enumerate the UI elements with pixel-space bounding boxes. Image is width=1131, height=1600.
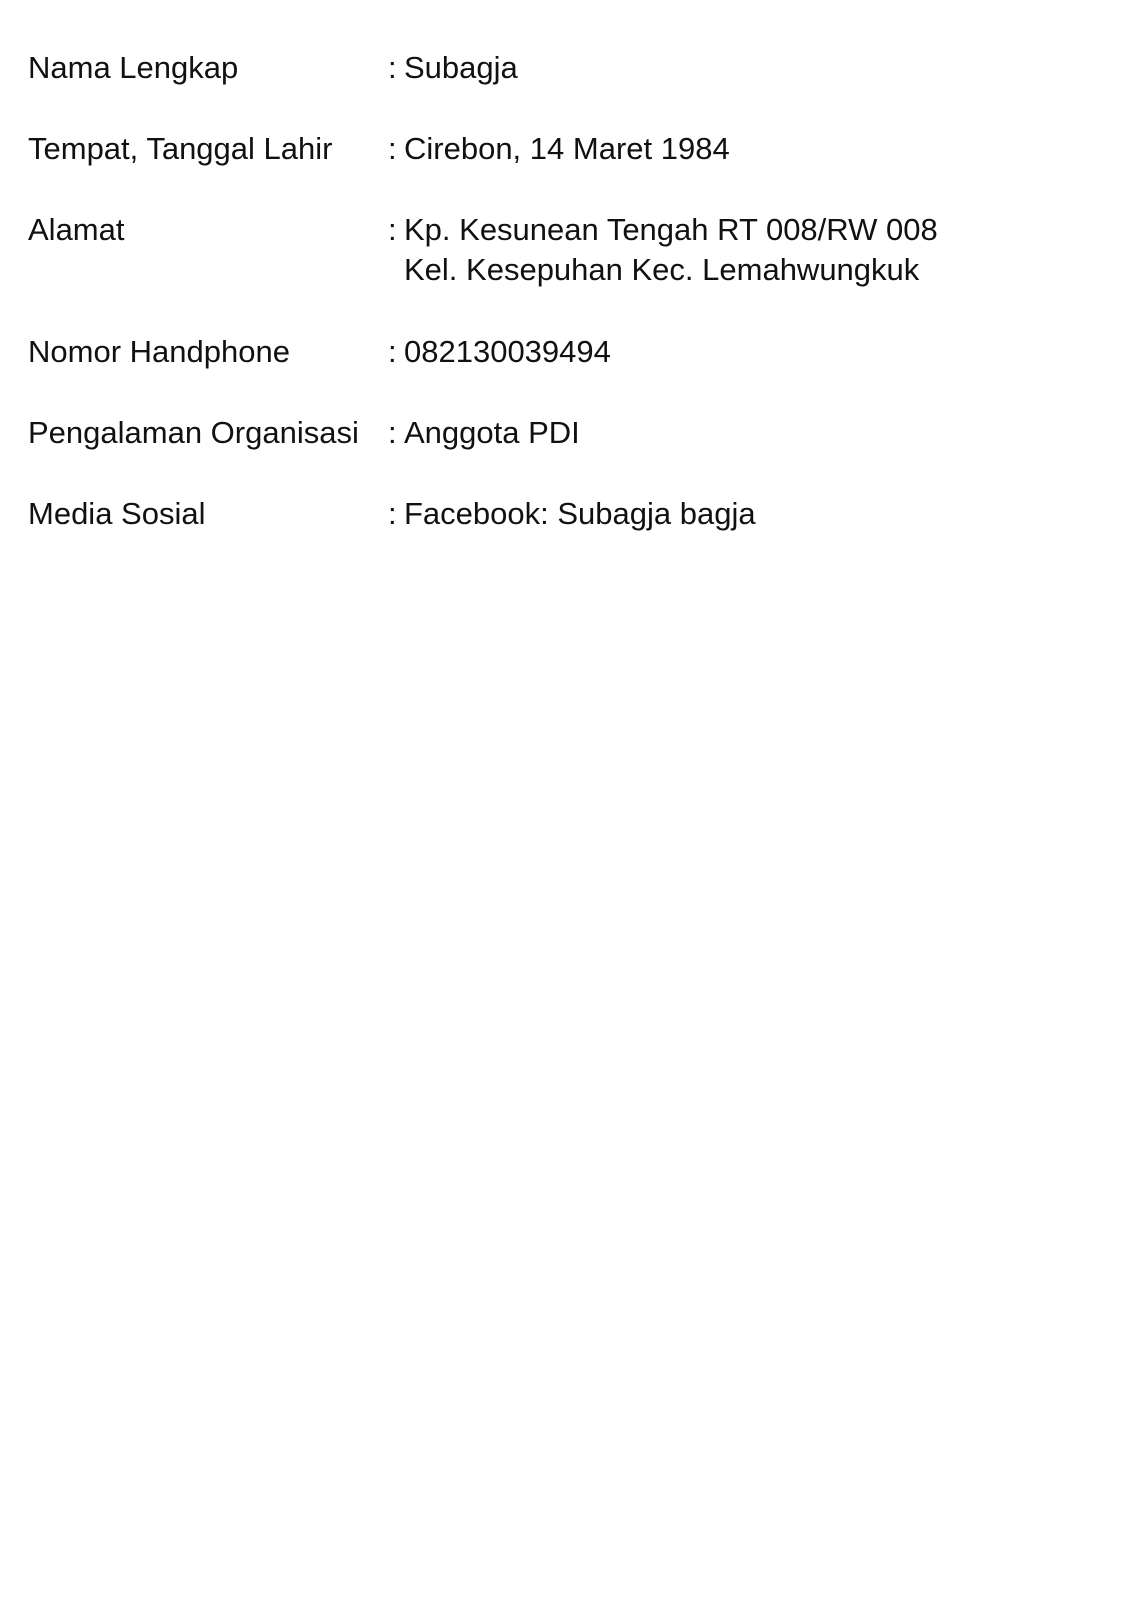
field-value [388, 210, 938, 290]
field-value-line [388, 250, 938, 290]
field-value-text: Facebook: Subagja bagja [404, 496, 756, 531]
field-colon: : [388, 131, 397, 166]
field-label: Media Sosial [28, 496, 206, 531]
field-colon: : [388, 415, 397, 450]
field-label: Tempat, Tanggal Lahir [28, 131, 333, 166]
field-colon: : [388, 212, 397, 247]
field-value [388, 129, 730, 169]
field-colon: : [388, 496, 397, 531]
field-value-text: Cirebon, 14 Maret 1984 [404, 131, 730, 166]
field-value-text: Subagja [404, 50, 518, 85]
field-value-line [388, 210, 938, 250]
field-label: Nama Lengkap [28, 50, 239, 85]
field-value [388, 48, 518, 88]
field-value-line [388, 332, 611, 372]
field-value-line [388, 494, 756, 534]
field-label: Alamat [28, 212, 125, 247]
field-value-text: Kel. Kesepuhan Kec. Lemahwungkuk [404, 252, 920, 287]
field-value-text: Kp. Kesunean Tengah RT 008/RW 008 [404, 212, 938, 247]
field-value-text: 082130039494 [404, 334, 611, 369]
field-colon: : [388, 334, 397, 369]
field-label: Pengalaman Organisasi [28, 415, 359, 450]
field-value [388, 413, 580, 453]
field-value [388, 494, 756, 534]
field-colon: : [388, 50, 397, 85]
field-value-text: Anggota PDI [404, 415, 580, 450]
field-label: Nomor Handphone [28, 334, 290, 369]
field-value [388, 332, 611, 372]
field-value-line [388, 413, 580, 453]
field-value-line [388, 48, 518, 88]
field-value-line [388, 129, 730, 169]
